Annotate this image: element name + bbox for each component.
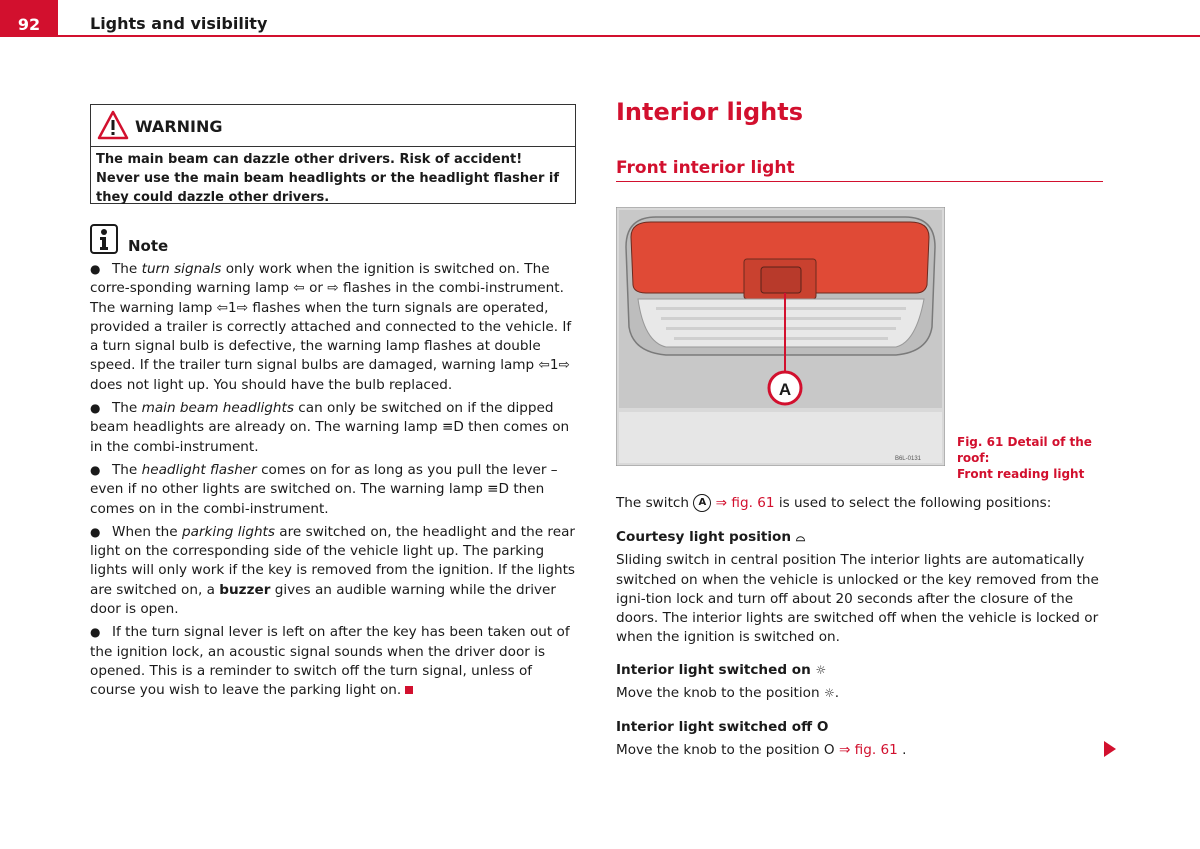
chapter-title: Lights and visibility bbox=[90, 14, 268, 33]
courtesy-section bbox=[616, 528, 1106, 648]
subsection-title: Front interior light bbox=[616, 158, 795, 178]
light-off-heading: Interior light switched off O bbox=[616, 719, 829, 735]
warning-text: The main beam can dazzle other drivers. Risk of accident! Never use the main beam headlights or the headlight flasher if they could dazzle other drivers. bbox=[96, 152, 560, 205]
warning-header bbox=[91, 105, 575, 147]
info-icon bbox=[90, 224, 118, 254]
courtesy-light-icon: ⌓ bbox=[795, 530, 806, 544]
note-list bbox=[90, 260, 578, 705]
page-number: 92 bbox=[0, 0, 58, 37]
note-title: Note bbox=[128, 237, 169, 255]
list-item: ● If the turn signal lever is left on after the key has been taken out of the ignition lock, an acoustic signal sounds when the driver door is opened. This is a reminder to switch off the turn signal, unless of course you wish to leave the parking light on. bbox=[90, 624, 570, 699]
figure-marker-label: A bbox=[778, 380, 792, 399]
figure-interior-light bbox=[616, 207, 945, 466]
warning-box bbox=[90, 104, 576, 204]
bullet-icon: ● bbox=[90, 401, 101, 416]
page-header bbox=[0, 0, 1200, 38]
intro-paragraph: The switch A ⇒ fig. 61 is used to select the following positions: bbox=[616, 495, 1052, 511]
courtesy-text: Sliding switch in central position The interior lights are automatically switched on when the vehicle is unlocked or the key removed from the igni-tion lock and turn off about 20 seconds after the closure of the doors. The interior lights are switched off when the vehicle is locked or when the ignition is switched on. bbox=[616, 552, 1099, 646]
next-page-arrow-icon[interactable] bbox=[1104, 741, 1116, 757]
list-item: ● The headlight flasher comes on for as long as you pull the lever – even if no other lights are switched on. The warning lamp ≡D then comes on in the combi-instrument. bbox=[90, 461, 558, 517]
list-item: ● The turn signals only work when the ignition is switched on. The corre-sponding warning lamp ⇦ or ⇨ flashes in the combi-instrument. The warning lamp ⇦1⇨ flashes when the turn signals are operated, provided a trailer is correctly attached and connected to the vehicle. If a turn signal bulb is defective, the warning lamp flashes at double speed. If the trailer turn signal bulbs are damaged, warning lamp ⇦1⇨ does not light up. You should have the bulb replaced. bbox=[90, 261, 572, 393]
figure-link[interactable]: ⇒ fig. 61 bbox=[715, 495, 775, 511]
list-item: ● When the parking lights are switched on, the headlight and the rear light on the corresponding side of the vehicle light up. The parking lights will only work if the key is removed from the ignition. If the lights are switched on, a buzzer gives an audible warning while the driver door is open. bbox=[90, 523, 576, 618]
warning-title: WARNING bbox=[135, 117, 223, 136]
figure-caption: Fig. 61 Detail of the roof: Front reading light bbox=[957, 435, 1092, 481]
bullet-icon: ● bbox=[90, 524, 101, 539]
interior-light-icon: ☼ bbox=[815, 663, 827, 677]
light-on-section: Interior light switched on ☼ Move the knob to the position ☼. bbox=[616, 662, 840, 702]
bullet-icon: ● bbox=[90, 625, 101, 640]
bullet-icon: ● bbox=[90, 462, 101, 477]
header-rule bbox=[58, 35, 1200, 37]
light-off-section: Interior light switched off O Move the knob to the position O ⇒ fig. 61 . bbox=[616, 718, 1106, 761]
marker-a-icon: A bbox=[693, 494, 711, 512]
figure-code: B6L-0131 bbox=[894, 456, 921, 462]
figure-link[interactable]: ⇒ fig. 61 bbox=[838, 742, 898, 759]
subsection-rule bbox=[616, 181, 1103, 182]
warning-triangle-icon bbox=[97, 110, 129, 140]
light-on-heading: Interior light switched on bbox=[616, 662, 811, 678]
courtesy-heading: Courtesy light position bbox=[616, 529, 792, 545]
section-title: Interior lights bbox=[616, 98, 803, 126]
list-item: ● The main beam headlights can only be switched on if the dipped beam headlights are already on. The warning lamp ≡D then comes on in the combi-instrument. bbox=[90, 400, 570, 455]
section-end-icon bbox=[405, 686, 413, 694]
interior-light-icon: ☼ bbox=[823, 686, 835, 701]
bullet-icon: ● bbox=[90, 262, 101, 276]
